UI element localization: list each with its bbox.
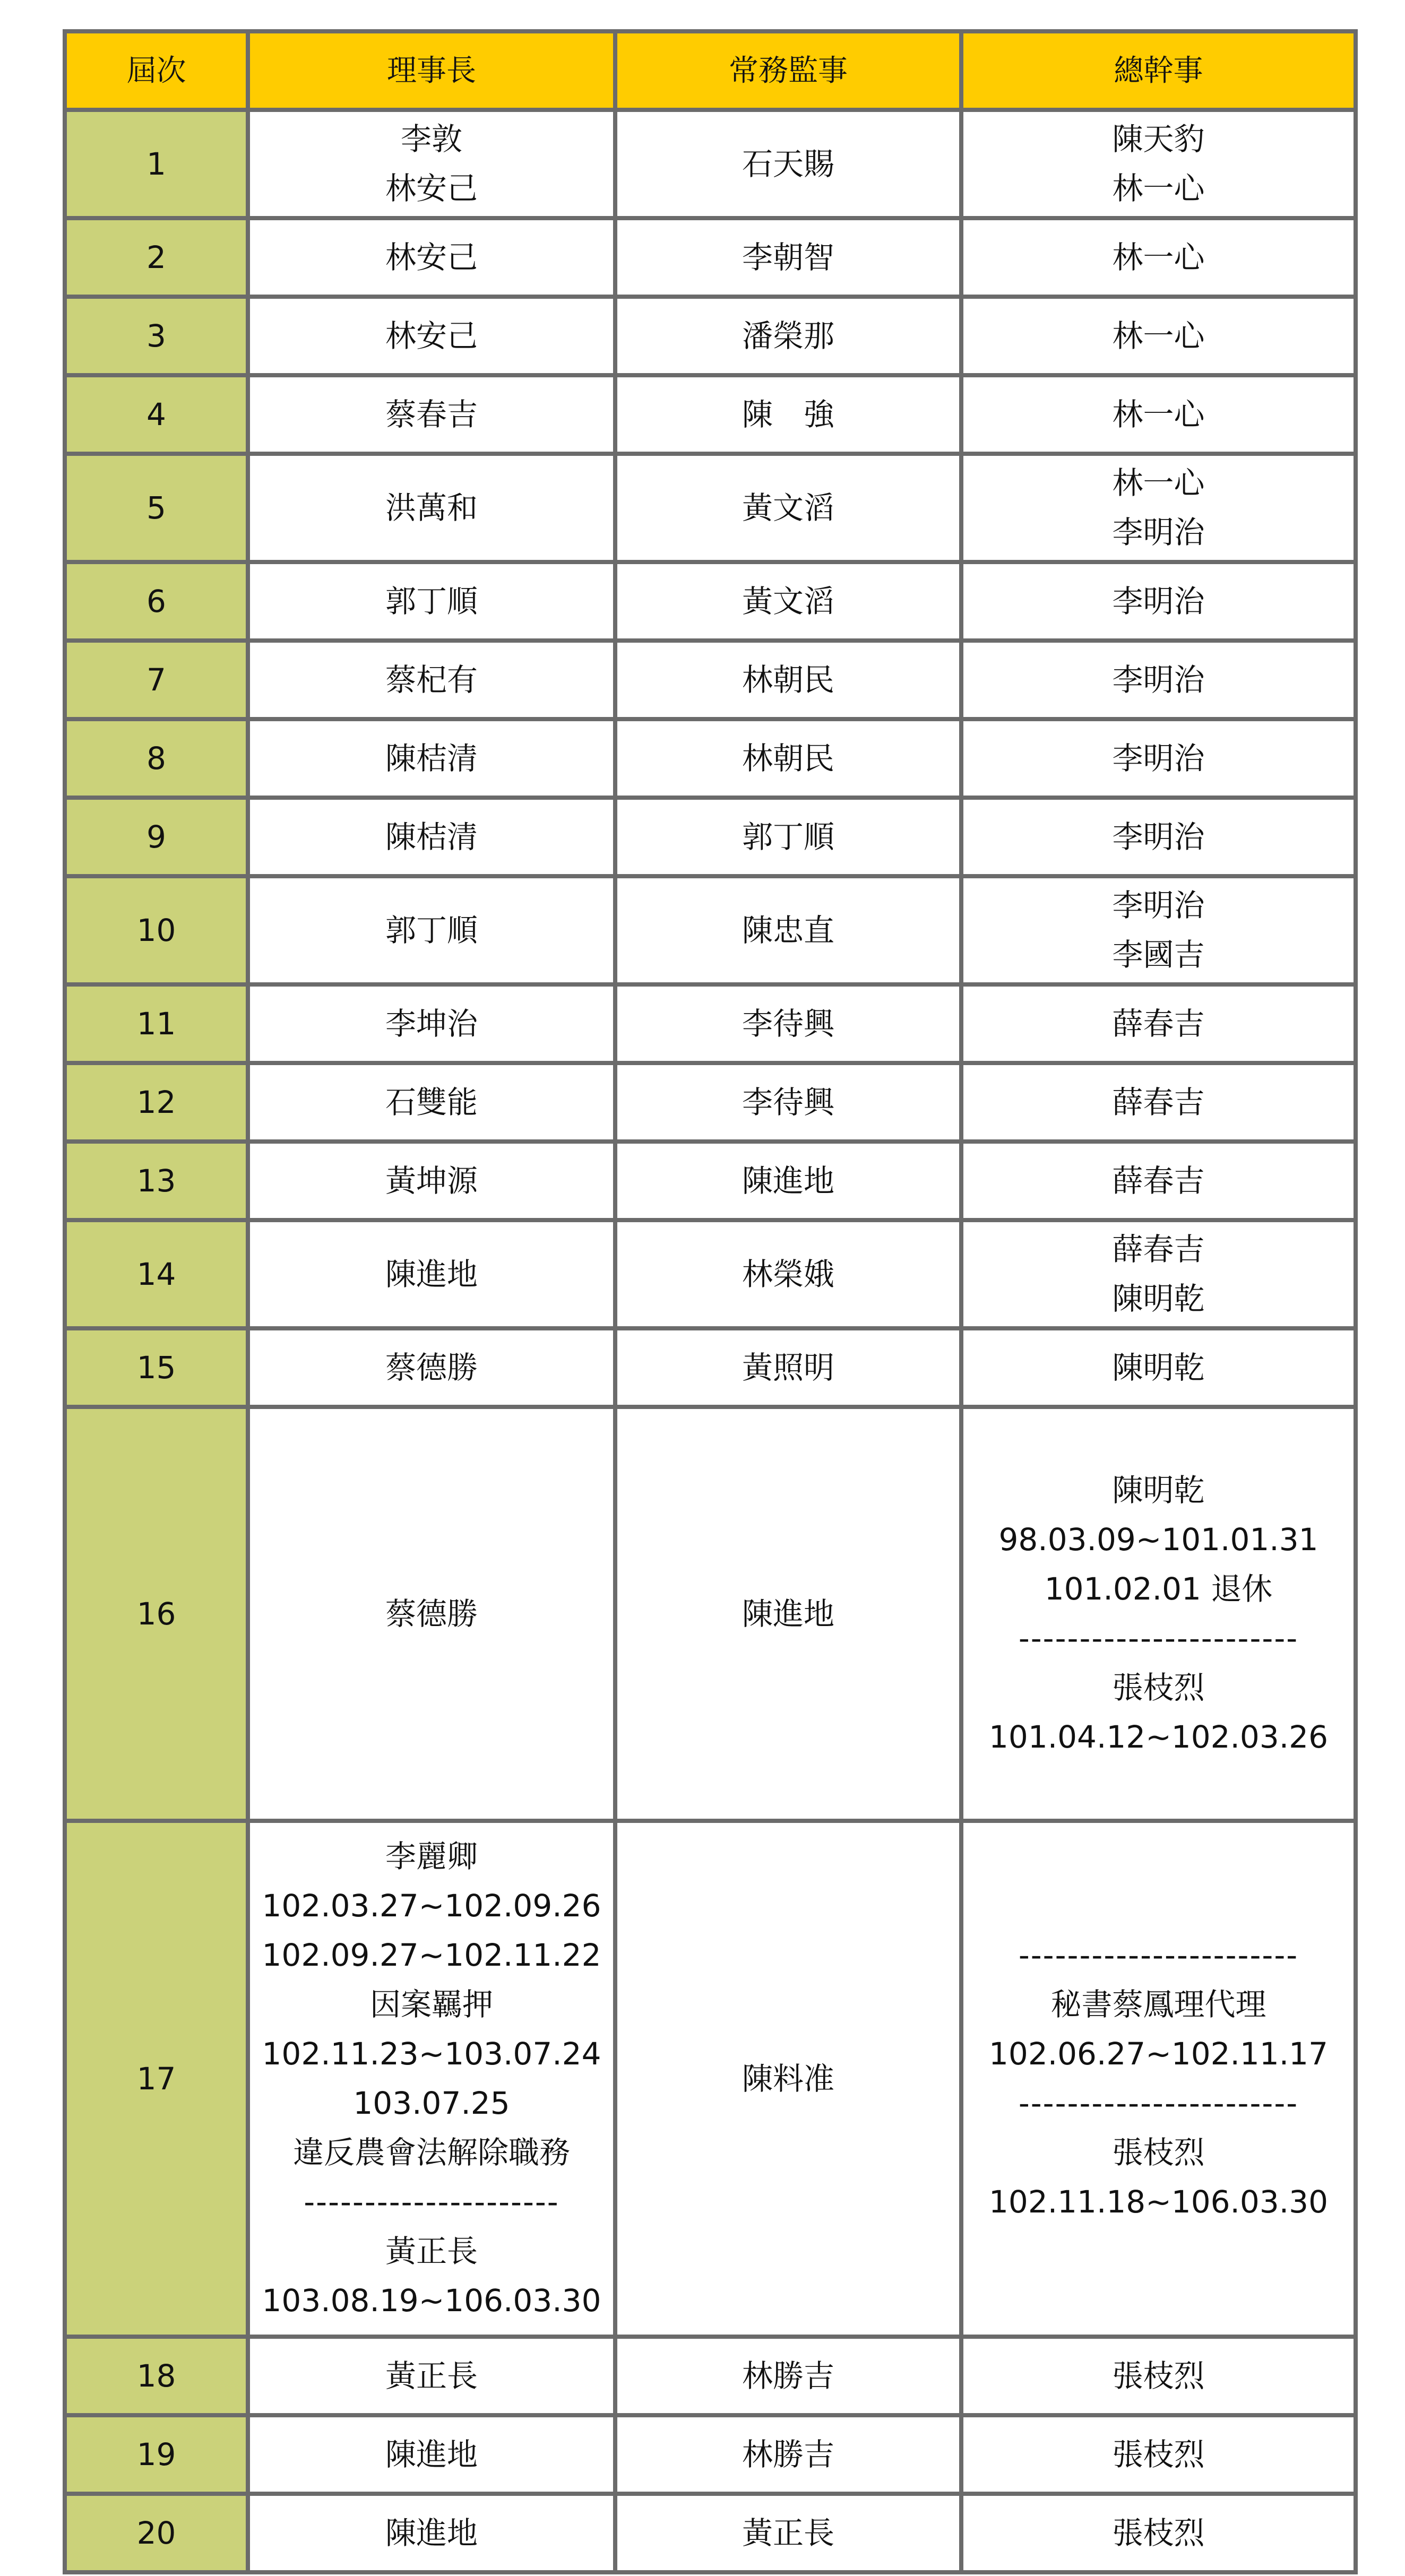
secretary-line: 98.03.09~101.01.31 xyxy=(998,1522,1318,1558)
supervisor-line: 陳忠直 xyxy=(742,912,834,948)
secretary-line: 林一心 xyxy=(1112,396,1205,433)
secretary-cell xyxy=(961,1142,1356,1220)
chairman-line: 陳桔清 xyxy=(385,740,478,776)
chairman-line: 林安己 xyxy=(385,317,478,354)
supervisor-cell xyxy=(615,375,961,454)
chairman-cell xyxy=(248,218,615,297)
chairman-cell xyxy=(248,1821,615,2337)
secretary-cell xyxy=(961,110,1356,218)
supervisor-cell xyxy=(615,297,961,375)
chairman-cell xyxy=(248,562,615,641)
term-cell: 1 xyxy=(65,110,248,218)
table-row xyxy=(65,1407,1356,1821)
supervisor-cell xyxy=(615,1821,961,2337)
supervisor-line: 林朝民 xyxy=(742,661,834,698)
term-cell: 15 xyxy=(65,1328,248,1407)
chairman-cell xyxy=(248,454,615,562)
term-cell: 7 xyxy=(65,641,248,719)
secretary-cell xyxy=(961,454,1356,562)
secretary-line: 李明治 xyxy=(1112,887,1205,923)
term-cell: 4 xyxy=(65,375,248,454)
secretary-line: 李明治 xyxy=(1112,740,1205,776)
chairman-cell xyxy=(248,2494,615,2572)
secretary-line: 陳明乾 xyxy=(1112,1349,1205,1386)
chairman-line: 洪萬和 xyxy=(385,489,478,526)
table-row xyxy=(65,375,1356,454)
secretary-line: 張枝烈 xyxy=(1112,2436,1205,2473)
secretary-line: 張枝烈 xyxy=(1112,2134,1205,2171)
chairman-line: 102.09.27~102.11.22 xyxy=(262,1937,601,1973)
chairman-line: --------------------- xyxy=(304,2184,559,2220)
secretary-line: 薛春吉 xyxy=(1112,1005,1205,1042)
supervisor-line: 郭丁順 xyxy=(742,818,834,855)
secretary-line: 薛春吉 xyxy=(1112,1231,1205,1267)
table-row xyxy=(65,1220,1356,1328)
table-row xyxy=(65,876,1356,984)
header-row xyxy=(65,31,1356,110)
chairman-line: 黃正長 xyxy=(385,2233,478,2269)
chairman-line: 蔡德勝 xyxy=(385,1349,478,1386)
chairman-line: 郭丁順 xyxy=(385,583,478,619)
term-cell: 18 xyxy=(65,2337,248,2415)
term-cell: 11 xyxy=(65,984,248,1063)
table-row xyxy=(65,454,1356,562)
secretary-cell xyxy=(961,2415,1356,2494)
table-header xyxy=(65,31,1356,110)
secretary-cell xyxy=(961,1063,1356,1142)
term-cell: 16 xyxy=(65,1407,248,1821)
supervisor-line: 陳進地 xyxy=(742,1162,834,1199)
header-chairman: 理事長 xyxy=(248,31,615,110)
secretary-line: 李明治 xyxy=(1112,514,1205,550)
supervisor-line: 林朝民 xyxy=(742,740,834,776)
term-cell: 5 xyxy=(65,454,248,562)
chairman-line: 陳進地 xyxy=(385,2514,478,2551)
secretary-line: 張枝烈 xyxy=(1112,1670,1205,1706)
chairman-line: 蔡杞有 xyxy=(385,661,478,698)
term-cell: 8 xyxy=(65,719,248,798)
table-row xyxy=(65,798,1356,876)
chairman-line: 郭丁順 xyxy=(385,912,478,948)
term-cell: 10 xyxy=(65,876,248,984)
secretary-line: 102.06.27~102.11.17 xyxy=(989,2036,1328,2072)
header-secretary: 總幹事 xyxy=(961,31,1356,110)
supervisor-cell xyxy=(615,798,961,876)
chairman-line: 陳進地 xyxy=(385,1256,478,1292)
term-cell: 20 xyxy=(65,2494,248,2572)
chairman-cell xyxy=(248,1063,615,1142)
secretary-line: 李明治 xyxy=(1112,583,1205,619)
supervisor-line: 黃正長 xyxy=(742,2514,834,2551)
chairman-cell xyxy=(248,798,615,876)
chairman-line: 黃坤源 xyxy=(385,1162,478,1199)
chairman-cell xyxy=(248,1142,615,1220)
supervisor-cell xyxy=(615,2415,961,2494)
header-term: 屆次 xyxy=(65,31,248,110)
chairman-line: 陳進地 xyxy=(385,2436,478,2473)
supervisor-line: 黃文滔 xyxy=(742,489,834,526)
chairman-line: 李坤治 xyxy=(385,1005,478,1042)
supervisor-cell xyxy=(615,218,961,297)
chairman-line: 違反農會法解除職務 xyxy=(292,2134,570,2171)
table-row xyxy=(65,1142,1356,1220)
secretary-line: 李國吉 xyxy=(1112,937,1205,973)
chairman-line: 黃正長 xyxy=(385,2357,478,2394)
chairman-cell xyxy=(248,110,615,218)
secretary-cell xyxy=(961,562,1356,641)
secretary-cell xyxy=(961,1821,1356,2337)
secretary-line: ----------------------- xyxy=(1018,1620,1299,1656)
supervisor-line: 石天賜 xyxy=(742,145,834,182)
supervisor-line: 林勝吉 xyxy=(742,2436,834,2473)
supervisor-line: 陳 強 xyxy=(742,396,834,433)
supervisor-line: 黃文滔 xyxy=(742,583,834,619)
table-row xyxy=(65,984,1356,1063)
term-cell: 17 xyxy=(65,1821,248,2337)
secretary-line: 陳明乾 xyxy=(1112,1472,1205,1508)
supervisor-cell xyxy=(615,1220,961,1328)
secretary-cell xyxy=(961,1407,1356,1821)
term-cell: 14 xyxy=(65,1220,248,1328)
term-cell: 19 xyxy=(65,2415,248,2494)
table-row xyxy=(65,1821,1356,2337)
secretary-cell xyxy=(961,984,1356,1063)
chairman-line: 林安己 xyxy=(385,239,478,275)
table-row xyxy=(65,2415,1356,2494)
secretary-cell xyxy=(961,876,1356,984)
table-row xyxy=(65,1063,1356,1142)
secretary-line: 李明治 xyxy=(1112,661,1205,698)
term-cell: 6 xyxy=(65,562,248,641)
chairman-cell xyxy=(248,876,615,984)
chairman-line: 林安己 xyxy=(385,170,478,206)
secretary-line: 秘書蔡鳳理代理 xyxy=(1050,1986,1266,2022)
secretary-cell xyxy=(961,798,1356,876)
chairman-cell xyxy=(248,1220,615,1328)
secretary-line: 林一心 xyxy=(1112,465,1205,501)
secretary-line: 101.04.12~102.03.26 xyxy=(989,1719,1328,1755)
term-cell: 2 xyxy=(65,218,248,297)
board-roster-table xyxy=(63,29,1358,2574)
supervisor-cell xyxy=(615,1063,961,1142)
chairman-line: 102.11.23~103.07.24 xyxy=(262,2036,601,2072)
chairman-line: 103.07.25 xyxy=(353,2085,510,2121)
chairman-cell xyxy=(248,719,615,798)
supervisor-line: 林勝吉 xyxy=(742,2357,834,2394)
chairman-cell xyxy=(248,2337,615,2415)
supervisor-cell xyxy=(615,641,961,719)
supervisor-cell xyxy=(615,876,961,984)
secretary-cell xyxy=(961,1220,1356,1328)
secretary-line: 張枝烈 xyxy=(1112,2357,1205,2394)
secretary-line: ----------------------- xyxy=(1018,1937,1299,1973)
secretary-cell xyxy=(961,297,1356,375)
supervisor-cell xyxy=(615,1328,961,1407)
secretary-line: 林一心 xyxy=(1112,239,1205,275)
supervisor-cell xyxy=(615,1142,961,1220)
supervisor-line: 李待興 xyxy=(742,1005,834,1042)
secretary-cell xyxy=(961,218,1356,297)
secretary-cell xyxy=(961,1328,1356,1407)
supervisor-line: 黃照明 xyxy=(742,1349,834,1386)
term-cell: 9 xyxy=(65,798,248,876)
chairman-cell xyxy=(248,375,615,454)
chairman-cell xyxy=(248,297,615,375)
supervisor-cell xyxy=(615,2494,961,2572)
supervisor-cell xyxy=(615,454,961,562)
chairman-line: 102.03.27~102.09.26 xyxy=(262,1888,601,1924)
table-row xyxy=(65,2494,1356,2572)
supervisor-line: 李朝智 xyxy=(742,239,834,275)
supervisor-cell xyxy=(615,110,961,218)
chairman-cell xyxy=(248,641,615,719)
secretary-line: 102.11.18~106.03.30 xyxy=(989,2184,1328,2220)
secretary-cell xyxy=(961,2337,1356,2415)
secretary-line: 林一心 xyxy=(1112,170,1205,206)
supervisor-line: 林榮娥 xyxy=(742,1256,834,1292)
supervisor-line: 潘榮那 xyxy=(742,317,834,354)
secretary-line: 薛春吉 xyxy=(1112,1162,1205,1199)
table-row xyxy=(65,1328,1356,1407)
chairman-line: 石雙能 xyxy=(385,1084,478,1120)
table-row xyxy=(65,218,1356,297)
supervisor-line: 陳料准 xyxy=(742,2060,834,2097)
supervisor-cell xyxy=(615,562,961,641)
chairman-cell xyxy=(248,2415,615,2494)
secretary-line: 薛春吉 xyxy=(1112,1084,1205,1120)
header-supervisor: 常務監事 xyxy=(615,31,961,110)
chairman-line: 陳桔清 xyxy=(385,818,478,855)
secretary-cell xyxy=(961,375,1356,454)
term-cell: 12 xyxy=(65,1063,248,1142)
chairman-line: 因案羈押 xyxy=(369,1986,493,2022)
chairman-line: 蔡春吉 xyxy=(385,396,478,433)
term-cell: 3 xyxy=(65,297,248,375)
secretary-line: 陳天豹 xyxy=(1112,121,1205,157)
chairman-line: 李麗卿 xyxy=(385,1838,478,1874)
chairman-line: 103.08.19~106.03.30 xyxy=(262,2283,601,2319)
secretary-line: ----------------------- xyxy=(1018,2085,1299,2121)
secretary-line: 101.02.01 退休 xyxy=(1044,1571,1273,1607)
chairman-line: 李敦 xyxy=(400,121,462,157)
supervisor-cell xyxy=(615,984,961,1063)
supervisor-cell xyxy=(615,1407,961,1821)
chairman-cell xyxy=(248,984,615,1063)
secretary-cell xyxy=(961,719,1356,798)
secretary-cell xyxy=(961,2494,1356,2572)
secretary-line: 陳明乾 xyxy=(1112,1281,1205,1317)
supervisor-line: 陳進地 xyxy=(742,1595,834,1632)
supervisor-cell xyxy=(615,2337,961,2415)
secretary-line: 林一心 xyxy=(1112,317,1205,354)
table-row xyxy=(65,562,1356,641)
table-row xyxy=(65,110,1356,218)
table-row xyxy=(65,719,1356,798)
secretary-line: 李明治 xyxy=(1112,818,1205,855)
table-row xyxy=(65,2337,1356,2415)
secretary-line: 張枝烈 xyxy=(1112,2514,1205,2551)
chairman-cell xyxy=(248,1407,615,1821)
chairman-cell xyxy=(248,1328,615,1407)
supervisor-line: 李待興 xyxy=(742,1084,834,1120)
term-cell: 13 xyxy=(65,1142,248,1220)
table-row xyxy=(65,641,1356,719)
table-row xyxy=(65,297,1356,375)
table-body xyxy=(65,110,1356,2572)
chairman-line: 蔡德勝 xyxy=(385,1595,478,1632)
supervisor-cell xyxy=(615,719,961,798)
secretary-cell xyxy=(961,641,1356,719)
